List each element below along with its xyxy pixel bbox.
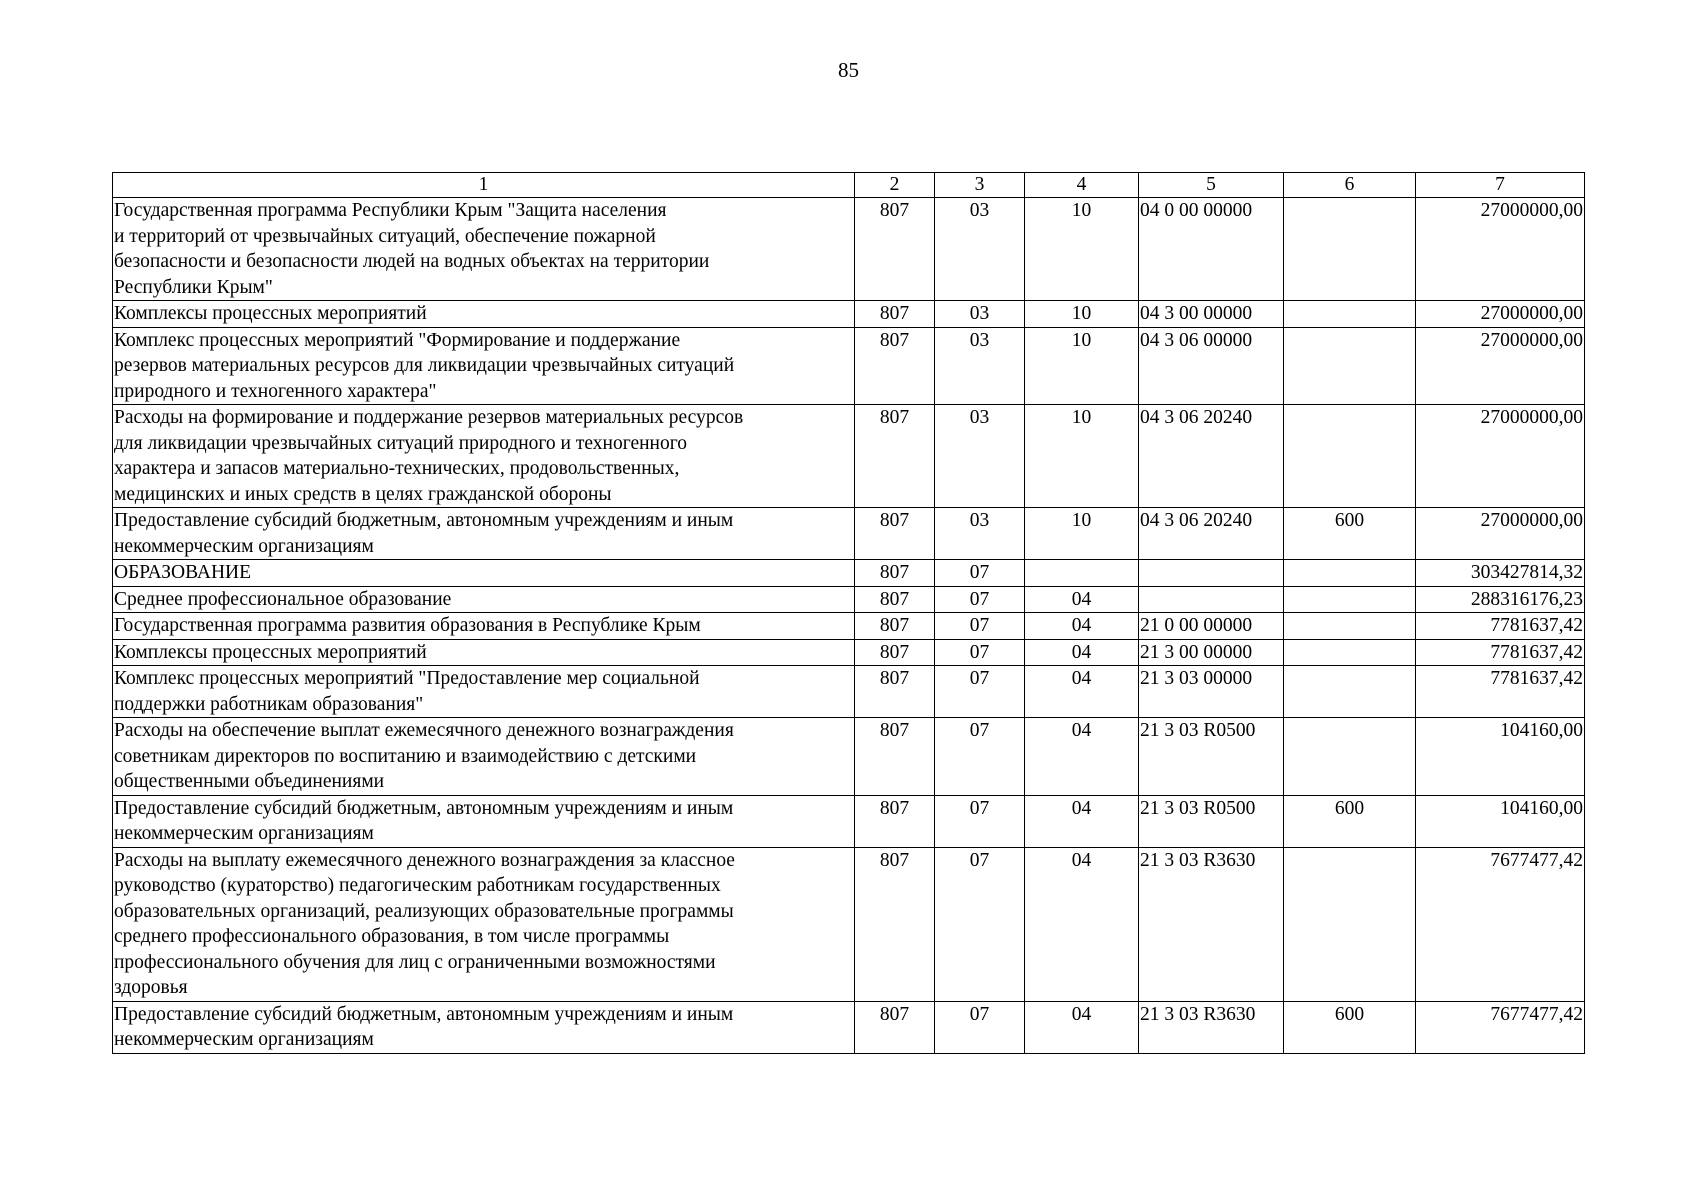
cell-expense-type <box>1284 301 1416 328</box>
cell-expense-type <box>1284 718 1416 796</box>
cell-ministry-code: 807 <box>855 586 935 613</box>
cell-expense-type <box>1284 198 1416 301</box>
cell-section: 03 <box>935 508 1025 560</box>
cell-target-article: 21 3 03 R0500 <box>1139 718 1284 796</box>
cell-amount: 7781637,42 <box>1416 666 1585 718</box>
cell-target-article: 04 3 06 20240 <box>1139 508 1284 560</box>
cell-ministry-code: 807 <box>855 666 935 718</box>
cell-subsection: 10 <box>1025 405 1139 508</box>
cell-expense-type <box>1284 560 1416 587</box>
cell-description <box>113 639 855 666</box>
cell-ministry-code: 807 <box>855 1001 935 1053</box>
table-row <box>113 301 1585 328</box>
cell-ministry-code: 807 <box>855 847 935 1001</box>
description-text: Комплекс процессных мероприятий "Предоставление мер социальной поддержки работникам образования" <box>114 668 700 715</box>
cell-expense-type: 600 <box>1284 508 1416 560</box>
column-header: 2 <box>855 173 935 198</box>
cell-expense-type: 600 <box>1284 1001 1416 1053</box>
cell-target-article <box>1139 586 1284 613</box>
cell-description <box>113 666 855 718</box>
column-header: 1 <box>113 173 855 198</box>
cell-description <box>113 1001 855 1053</box>
description-text: Расходы на формирование и поддержание резервов материальных ресурсов для ликвидации чрезвычайных ситуаций природного и техногенного характера и запасов материально-технических, продовольственных, медицинских и иных средств в целях гражданской обороны <box>114 407 744 505</box>
cell-expense-type <box>1284 847 1416 1001</box>
description-text: Предоставление субсидий бюджетным, автономным учреждениям и иным некоммерческим организациям <box>114 797 734 844</box>
cell-expense-type <box>1284 639 1416 666</box>
table-row <box>113 327 1585 405</box>
cell-subsection: 04 <box>1025 639 1139 666</box>
table-row <box>113 639 1585 666</box>
cell-amount: 288316176,23 <box>1416 586 1585 613</box>
table-row <box>113 1001 1585 1053</box>
cell-ministry-code: 807 <box>855 301 935 328</box>
cell-section: 07 <box>935 718 1025 796</box>
cell-amount: 7677477,42 <box>1416 1001 1585 1053</box>
cell-amount: 303427814,32 <box>1416 560 1585 587</box>
cell-expense-type <box>1284 586 1416 613</box>
description-text: ОБРАЗОВАНИЕ <box>114 562 252 583</box>
table-row <box>113 586 1585 613</box>
cell-expense-type <box>1284 405 1416 508</box>
table-row <box>113 405 1585 508</box>
cell-target-article: 04 0 00 00000 <box>1139 198 1284 301</box>
table-row <box>113 198 1585 301</box>
cell-description <box>113 405 855 508</box>
cell-target-article: 21 3 03 00000 <box>1139 666 1284 718</box>
cell-section: 07 <box>935 666 1025 718</box>
cell-subsection: 10 <box>1025 508 1139 560</box>
cell-expense-type: 600 <box>1284 795 1416 847</box>
description-text: Комплексы процессных мероприятий <box>114 303 427 324</box>
description-text: Государственная программа Республики Крым "Защита населения и территорий от чрезвычайных ситуаций, обеспечение пожарной безопасности и безопасности людей на водных объектах на территории Республики Крым" <box>114 200 710 298</box>
cell-ministry-code: 807 <box>855 718 935 796</box>
cell-target-article: 21 3 03 R0500 <box>1139 795 1284 847</box>
cell-section: 07 <box>935 795 1025 847</box>
cell-subsection: 10 <box>1025 198 1139 301</box>
cell-expense-type <box>1284 327 1416 405</box>
cell-subsection: 10 <box>1025 327 1139 405</box>
column-header: 4 <box>1025 173 1139 198</box>
budget-table <box>112 172 1585 1054</box>
cell-expense-type <box>1284 666 1416 718</box>
description-text: Государственная программа развития образования в Республике Крым <box>114 615 701 636</box>
cell-section: 07 <box>935 847 1025 1001</box>
cell-section: 03 <box>935 327 1025 405</box>
cell-section: 07 <box>935 1001 1025 1053</box>
cell-subsection: 04 <box>1025 795 1139 847</box>
description-text: Предоставление субсидий бюджетным, автономным учреждениям и иным некоммерческим организациям <box>114 510 734 557</box>
cell-ministry-code: 807 <box>855 795 935 847</box>
description-text: Предоставление субсидий бюджетным, автономным учреждениям и иным некоммерческим организациям <box>114 1003 734 1050</box>
cell-subsection: 04 <box>1025 718 1139 796</box>
cell-subsection: 04 <box>1025 847 1139 1001</box>
cell-description <box>113 508 855 560</box>
cell-amount: 27000000,00 <box>1416 327 1585 405</box>
header-row <box>113 173 1585 198</box>
cell-ministry-code: 807 <box>855 613 935 640</box>
cell-amount: 27000000,00 <box>1416 198 1585 301</box>
cell-subsection: 04 <box>1025 586 1139 613</box>
cell-target-article: 21 3 00 00000 <box>1139 639 1284 666</box>
cell-section: 07 <box>935 613 1025 640</box>
table-body <box>113 198 1585 1054</box>
cell-amount: 7781637,42 <box>1416 613 1585 640</box>
cell-subsection: 10 <box>1025 301 1139 328</box>
cell-ministry-code: 807 <box>855 508 935 560</box>
column-header: 3 <box>935 173 1025 198</box>
table-row <box>113 847 1585 1001</box>
cell-amount: 7677477,42 <box>1416 847 1585 1001</box>
table-row <box>113 613 1585 640</box>
cell-section: 07 <box>935 560 1025 587</box>
cell-ministry-code: 807 <box>855 405 935 508</box>
cell-target-article: 21 0 00 00000 <box>1139 613 1284 640</box>
table-row <box>113 795 1585 847</box>
description-text: Комплекс процессных мероприятий "Формирование и поддержание резервов материальных ресурсов для ликвидации чрезвычайных ситуаций природного и техногенного характера" <box>114 329 735 402</box>
cell-amount: 104160,00 <box>1416 795 1585 847</box>
cell-description <box>113 718 855 796</box>
cell-subsection: 04 <box>1025 1001 1139 1053</box>
cell-description <box>113 613 855 640</box>
description-text: Комплексы процессных мероприятий <box>114 641 427 663</box>
cell-ministry-code: 807 <box>855 639 935 666</box>
cell-subsection: 04 <box>1025 613 1139 640</box>
column-header: 7 <box>1416 173 1585 198</box>
cell-amount: 27000000,00 <box>1416 405 1585 508</box>
cell-section: 07 <box>935 586 1025 613</box>
description-text: Расходы на выплату ежемесячного денежного вознаграждения за классное руководство (кураторство) педагогическим работникам государственных образовательных организаций, реализующих образовательные программы среднего профессионального образования, в том числе программы профессионального обучения для лиц с ограниченными возможностями здоровья <box>114 849 735 998</box>
cell-amount: 7781637,42 <box>1416 639 1585 666</box>
page-number: 85 <box>838 58 859 82</box>
cell-amount: 104160,00 <box>1416 718 1585 796</box>
cell-target-article: 04 3 00 00000 <box>1139 301 1284 328</box>
cell-amount: 27000000,00 <box>1416 508 1585 560</box>
cell-amount: 27000000,00 <box>1416 301 1585 328</box>
cell-description <box>113 847 855 1001</box>
cell-target-article: 04 3 06 00000 <box>1139 327 1284 405</box>
cell-description <box>113 586 855 613</box>
cell-description <box>113 795 855 847</box>
table-row <box>113 666 1585 718</box>
cell-description <box>113 301 855 328</box>
description-text: Среднее профессиональное образование <box>114 588 452 610</box>
table-row <box>113 560 1585 587</box>
cell-ministry-code: 807 <box>855 198 935 301</box>
cell-section: 03 <box>935 198 1025 301</box>
table-row <box>113 508 1585 560</box>
table-row <box>113 718 1585 796</box>
cell-target-article: 21 3 03 R3630 <box>1139 1001 1284 1053</box>
cell-target-article: 21 3 03 R3630 <box>1139 847 1284 1001</box>
cell-target-article <box>1139 560 1284 587</box>
cell-target-article: 04 3 06 20240 <box>1139 405 1284 508</box>
cell-description <box>113 198 855 301</box>
cell-expense-type <box>1284 613 1416 640</box>
column-header: 5 <box>1139 173 1284 198</box>
cell-section: 03 <box>935 405 1025 508</box>
cell-description <box>113 327 855 405</box>
cell-subsection: 04 <box>1025 666 1139 718</box>
description-text: Расходы на обеспечение выплат ежемесячного денежного вознаграждения советникам директоров по воспитанию и взаимодействию с детскими общественными объединениями <box>114 720 734 792</box>
cell-description <box>113 560 855 587</box>
cell-section: 03 <box>935 301 1025 328</box>
cell-ministry-code: 807 <box>855 327 935 405</box>
column-header: 6 <box>1284 173 1416 198</box>
cell-subsection <box>1025 560 1139 587</box>
cell-section: 07 <box>935 639 1025 666</box>
cell-ministry-code: 807 <box>855 560 935 587</box>
